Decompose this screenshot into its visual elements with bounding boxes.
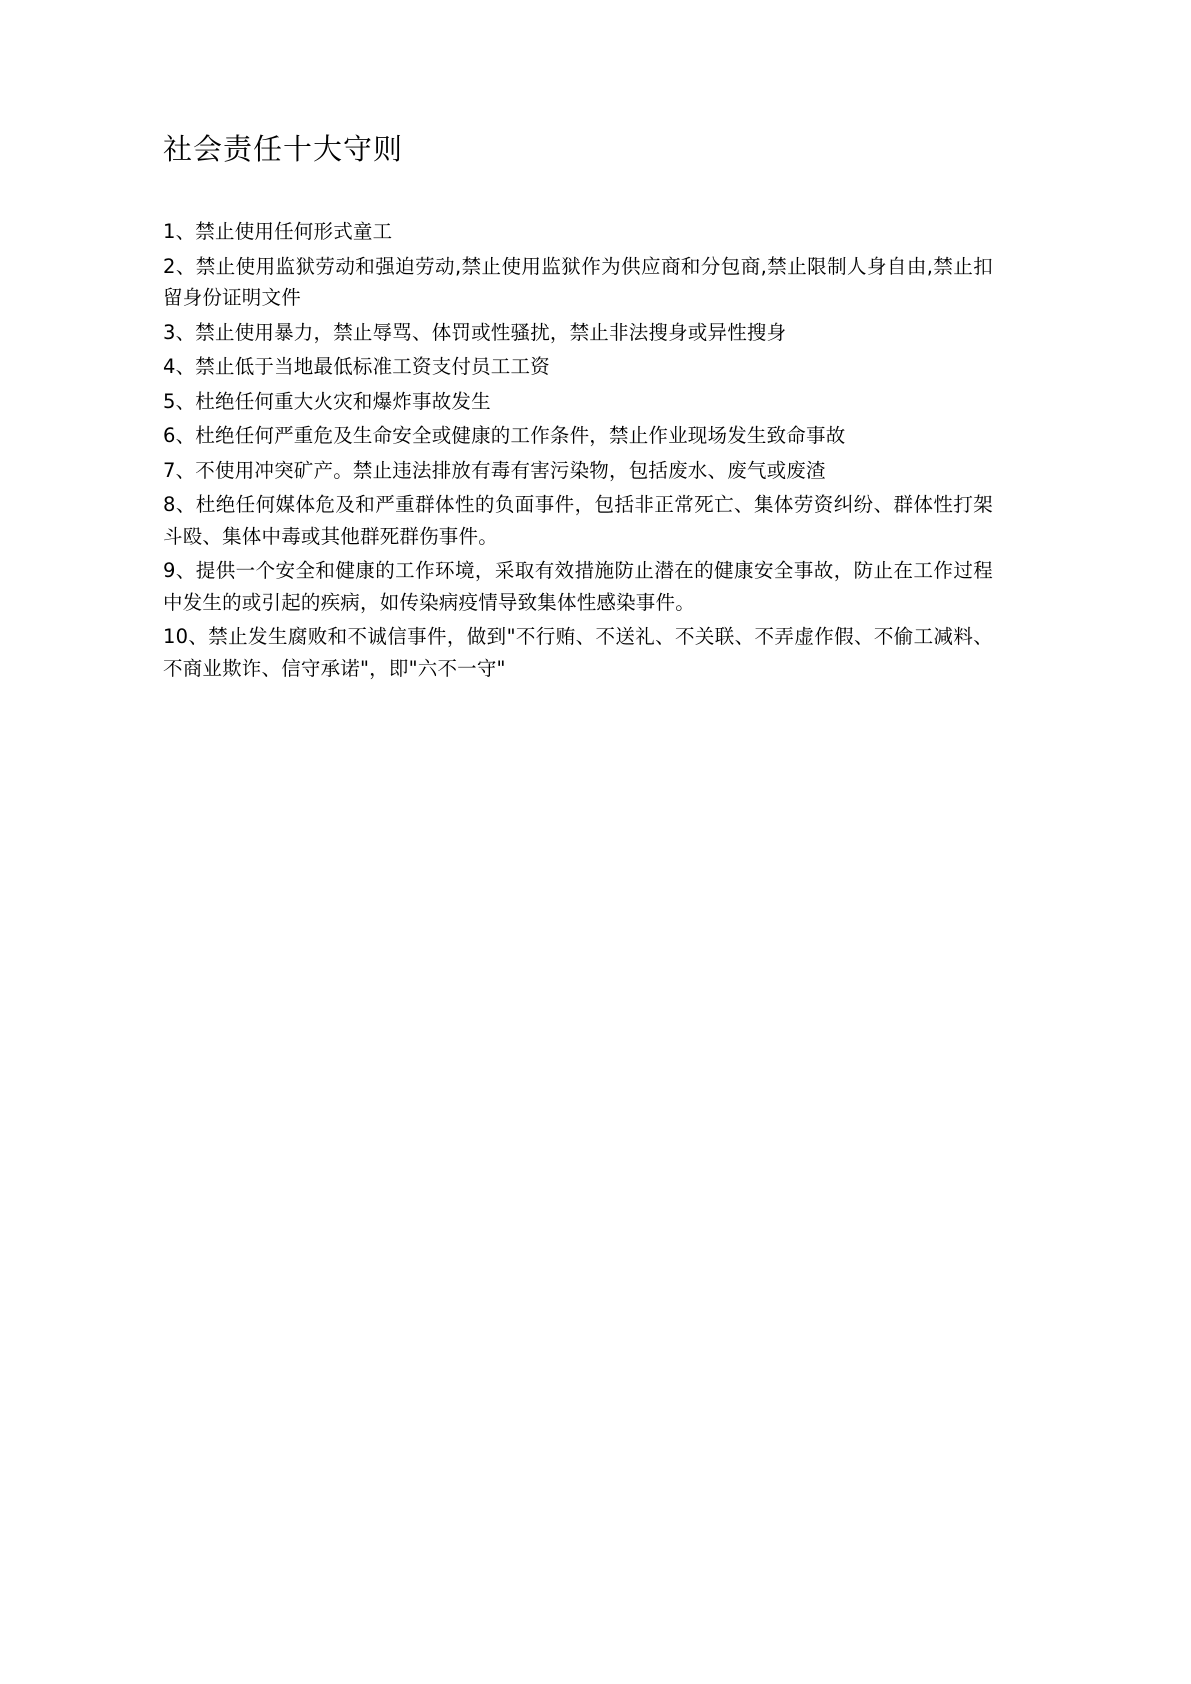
rules-list — [163, 216, 993, 684]
list-item: 6、杜绝任何严重危及生命安全或健康的工作条件，禁止作业现场发生致命事故 — [163, 424, 846, 447]
list-item: 2、禁止使用监狱劳动和强迫劳动,禁止使用监狱作为供应商和分包商,禁止限制人身自由,禁止扣留身份证明文件 — [163, 254, 993, 309]
list-item: 9、提供一个安全和健康的工作环境，采取有效措施防止潜在的健康安全事故，防止在工作过程中发生的或引起的疾病，如传染病疫情导致集体性感染事件。 — [163, 559, 993, 614]
page-title: 社会责任十大守则 — [163, 132, 404, 166]
list-item: 8、杜绝任何媒体危及和严重群体性的负面事件，包括非正常死亡、集体劳资纠纷、群体性打架斗殴、集体中毒或其他群死群伤事件。 — [163, 493, 993, 548]
list-item: 5、杜绝任何重大火灾和爆炸事故发生 — [163, 389, 491, 413]
list-item: 3、禁止使用暴力，禁止辱骂、体罚或性骚扰，禁止非法搜身或异性搜身 — [163, 320, 787, 344]
list-item: 7、不使用冲突矿产。禁止违法排放有毒有害污染物，包括废水、废气或废渣 — [163, 458, 826, 482]
document-body — [163, 126, 993, 687]
list-item: 4、禁止低于当地最低标准工资支付员工工资 — [163, 355, 550, 378]
list-item: 10、禁止发生腐败和不诚信事件，做到"不行贿、不送礼、不关联、不弄虚作假、不偷工减料、不商业欺诈、信守承诺"，即"六不一守" — [163, 625, 993, 680]
list-item: 1、禁止使用任何形式童工 — [163, 220, 393, 243]
